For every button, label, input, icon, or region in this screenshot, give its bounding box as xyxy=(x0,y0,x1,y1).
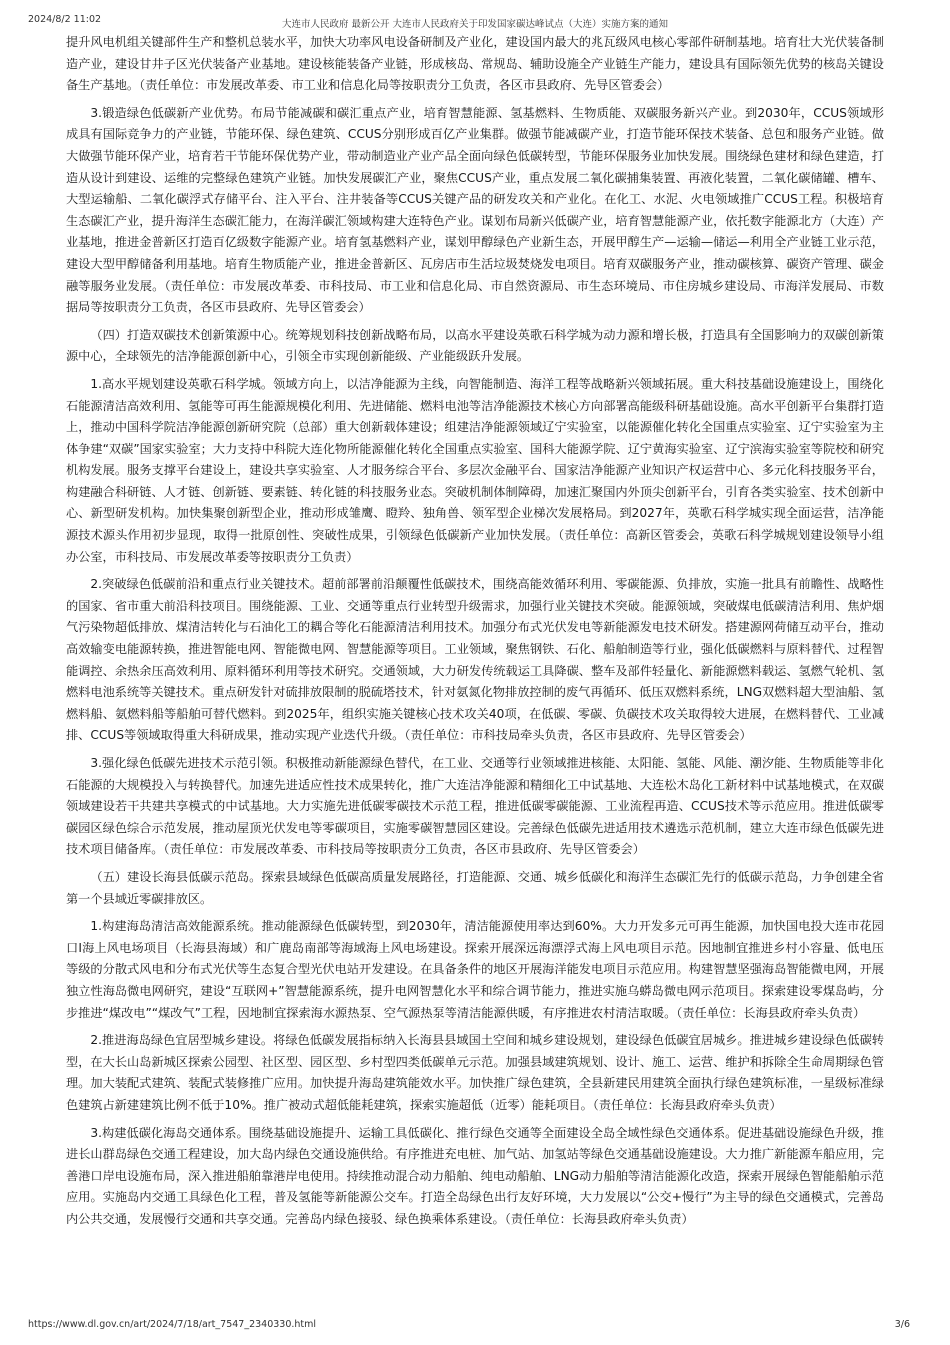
paragraph: 提升风电机组关键部件生产和整机总装水平，加快大功率风电设备研制及产业化，建设国内最大的兆瓦级风电核心零部件研制基地。培育壮大光伏装备制造产业，建设甘井子区光伏装备产业基地。建设核能装备产业链，形成核岛、常规岛、辅助设施全产业链生产能力，建设具有国际领先优势的核岛关键设备生产基地。（责任单位：市发展改革委、市工业和信息化局等按职责分工负责，各区市县政府、先导区管委会） xyxy=(66,35,884,93)
paragraph: 3.构建低碳化海岛交通体系。围绕基础设施提升、运输工具低碳化、推行绿色交通等全面建设全岛全域性绿色交通体系。促进基础设施绿色升级，推进长山群岛绿色交通工程建设，加大岛内绿色交通设施供给。有序推进充电桩、加气站、加氢站等绿色交通基础设施建设。大力推广新能源车船应用，完善港口岸电设施布局，深入推进船舶靠港岸电使用。持续推动混合动力船舶、纯电动船舶、LNG动力船舶等清洁能源化改造，探索开展绿色智能船舶示范应用。实施岛内交通工具绿色化工程，普及氢能等新能源公交车。打造全岛绿色出行友好环境，大力发展以“公交+慢行”为主导的绿色交通模式，完善岛内公共交通，发展慢行交通和共享交通。完善岛内绿色接驳、绿色换乘体系建设。（责任单位：长海县政府牵头负责） xyxy=(66,1125,884,1226)
print-page-title: 大连市人民政府 最新公开 大连市人民政府关于印发国家碳达峰试点（大连）实施方案的通知 xyxy=(281,19,669,30)
print-header xyxy=(0,6,950,30)
print-datetime: 2024/8/2 11:02 xyxy=(28,14,102,25)
article-body xyxy=(66,32,884,1236)
print-footer xyxy=(0,1319,950,1333)
paragraph: 3.强化绿色低碳先进技术示范引领。积极推动新能源绿色替代，在工业、交通等行业领域推进核能、太阳能、氢能、风能、潮汐能、生物质能等非化石能源的大规模投入与转换替代。加速先进适应性技术成果转化，推广大连洁净能源和精细化工中试基地、大连松木岛化工新材料中试基地模式，在双碳领域建设若干共建共享模式的中试基地。大力实施先进低碳零碳技术示范工程，推进低碳零碳能源、工业流程再造、CCUS技术等示范应用。推进低碳零碳园区绿色综合示范发展，推动屋顶光伏发电等零碳项目，实施零碳智慧园区建设。完善绿色低碳先进适用技术遴选示范机制，建立大连市绿色低碳先进技术项目储备库。（责任单位：市发展改革委、市科技局等按职责分工负责，各区市县政府、先导区管委会） xyxy=(66,756,884,857)
page-number: 3/6 xyxy=(894,1319,910,1330)
paragraph: 3.锻造绿色低碳新产业优势。布局节能减碳和碳汇重点产业，培育智慧能源、氢基燃料、生物质能、双碳服务新兴产业。到2030年，CCUS领域形成具有国际竞争力的产业链，节能环保、绿色建筑、CCUS分别形成百亿产业集群。做强节能减碳产业，打造节能环保技术装备、总包和服务产业链。做大做强节能环保产业，培育若干节能环保优势产业，带动制造业产业产品全面向绿色低碳转型，节能环保服务业加快发展。围绕绿色建材和绿色建造，打造从设计到建设、运维的完整绿色建筑产业链。加快发展碳汇产业，聚焦CCUS产业，重点发展二氧化碳捕集装置、再液化装置，二氧化碳储罐、槽车、大型运输船、二氧化碳浮式存储平台、注入平台、注井装备等CCUS关键产品的研发攻关和产业化。在化工、水泥、火电领域推广CCUS工程。积极培育生态碳汇产业，提升海洋生态碳汇能力，在海洋碳汇领域构建大连特色产业。谋划布局新兴低碳产业，培育智慧能源产业，依托数字能源北方（大连）产业基地，推进金普新区打造百亿级数字能源产业。培育氢基燃料产业，谋划甲醇绿色产业新生态，开展甲醇生产—运输—储运—利用全产业链工业示范，建设大型甲醇储备利用基地。培育生物质能产业，推进金普新区、瓦房店市生活垃圾焚烧发电项目。培育双碳服务产业，推动碳核算、碳资产管理、碳金融等服务业发展。（责任单位：市发展改革委、市科技局、市工业和信息化局、市自然资源局、市生态环境局、市住房城乡建设局、市海洋发展局、市数据局等按职责分工负责，各区市县政府、先导区管委会） xyxy=(66,105,884,315)
paragraph: 2.推进海岛绿色宜居型城乡建设。将绿色低碳发展指标纳入长海县县域国土空间和城乡建设规划，建设绿色低碳宜居城乡。推进城乡建设绿色低碳转型，在大长山岛新城区探索公园型、社区型、园区型、乡村型四类低碳单元示范。加强县域建筑规划、设计、施工、运营、维护和拆除全生命周期绿色管理。加大装配式建筑、装配式装修推广应用。加快提升海岛建筑能效水平。加快推广绿色建筑，全县新建民用建筑全面执行绿色建筑标准，一星级标准绿色建筑占新建建筑比例不低于10%。推广被动式超低能耗建筑，探索实施超低（近零）能耗项目。（责任单位：长海县政府牵头负责） xyxy=(66,1033,884,1112)
page-url[interactable]: https://www.dl.gov.cn/art/2024/7/18/art_7547_2340330.html xyxy=(28,1319,317,1330)
paragraph: 2.突破绿色低碳前沿和重点行业关键技术。超前部署前沿颠覆性低碳技术，围绕高能效循环利用、零碳能源、负排放，实施一批具有前瞻性、战略性的国家、省市重大前沿科技项目。围绕能源、工业、交通等重点行业转型升级需求，加强行业关键技术突破。能源领域，突破煤电低碳清洁利用、焦炉烟气污染物超低排放、煤清洁转化与石油化工的耦合等化石能源清洁利用技术。加强分布式光伏发电等新能源发电技术研发。搭建源网荷储互动平台，推动高效输变电能源转换，推进智能电网、智能微电网、智慧能源等项目。工业领域，聚焦钢铁、石化、船舶制造等行业，强化低碳燃料与原料替代、过程智能调控、余热余压高效利用、原料循环利用等技术研究。交通领域，大力研发传统载运工具降碳、整车及部件轻量化、新能源燃料载运、氢燃气轮机、氢燃料电池系统等关键技术。重点研发针对硫排放限制的脱硫塔技术，针对氨氮化物排放控制的废气再循环、低压双燃料系统，LNG双燃料超大型油船、氢燃料船、氨燃料船等船舶可替代燃料。到2025年，组织实施关键核心技术攻关40项，在低碳、零碳、负碳技术攻关取得较大进展，在燃料替代、工业减排、CCUS等领域取得重大科研成果，推动实现产业迭代升级。（责任单位：市科技局牵头负责，各区市县政府、先导区管委会） xyxy=(66,577,884,743)
paragraph: 1.构建海岛清洁高效能源系统。推动能源绿色低碳转型，到2030年，清洁能源使用率达到60%。大力开发多元可再生能源，加快国电投大连市花园口Ⅰ海上风电场项目（长海县海域）和广鹿岛南部等海域海上风电场建设。探索开展深远海漂浮式海上风电项目示范。因地制宜推进乡村小容量、低电压等级的分散式风电和分布式光伏等生态复合型光伏电站开发建设。在具备条件的地区开展海洋能发电项目示范应用。构建智慧坚强海岛智能微电网，开展独立性海岛微电网研究，建设“互联网+”智慧能源系统，提升电网智慧化水平和综合调节能力，推进实施乌蟒岛微电网示范项目。探索建设零煤岛屿，分步推进“煤改电”“煤改气”工程，因地制宜探索海水源热泵、空气源热泵等清洁能源供暖，有序推进农村清洁取暖。（责任单位：长海县政府牵头负责） xyxy=(66,919,884,1020)
section-heading-paragraph: （五）建设长海县低碳示范岛。探索县域绿色低碳高质量发展路径，打造能源、交通、城乡低碳化和海洋生态碳汇先行的低碳示范岛，力争创建全省第一个县域近零碳排放区。 xyxy=(66,869,884,906)
section-heading-paragraph: （四）打造双碳技术创新策源中心。统筹规划科技创新战略布局，以高水平建设英歌石科学城为动力源和增长极，打造具有全国影响力的双碳创新策源中心，全球领先的洁净能源创新中心，引领全市实现创新能级、产业能级跃升发展。 xyxy=(66,327,884,364)
paragraph: 1.高水平规划建设英歌石科学城。领域方向上，以洁净能源为主线，向智能制造、海洋工程等战略新兴领域拓展。重大科技基础设施建设上，围绕化石能源清洁高效利用、氢能等可再生能源规模化利用、先进储能、燃料电池等洁净能源技术核心方向部署高能级科研基础设施。高水平创新平台集群打造上，推动中国科学院洁净能源创新研究院（总部）重大创新载体建设；组建洁净能源领域辽宁实验室，以能源催化转化全国重点实验室、辽宁实验室为主体争建“双碳”国家实验室；大力支持中科院大连化物所能源催化转化全国重点实验室、国科大能源学院、辽宁黄海实验室、辽宁滨海实验室等院校和研究机构发展。服务支撑平台建设上，建设共享实验室、人才服务综合平台、多层次金融平台、国家洁净能源产业知识产权运营中心、多元化科技服务平台，构建融合科研链、人才链、创新链、要素链、转化链的科技服务业态。突破机制体制障碍，加速汇聚国内外顶尖创新平台，引育各类实验室、技术创新中心、新型研发机构。加快集聚创新型企业，推动形成雏鹰、瞪羚、独角兽、领军型企业梯次发展格局。到2027年，英歌石科学城实现全面运营，洁净能源技术源头作用初步显现，取得一批原创性、突破性成果，引领绿色低碳新产业加快发展。（责任单位：高新区管委会，英歌石科学城规划建设领导小组办公室，市科技局、市发展改革委等按职责分工负责） xyxy=(66,376,884,564)
